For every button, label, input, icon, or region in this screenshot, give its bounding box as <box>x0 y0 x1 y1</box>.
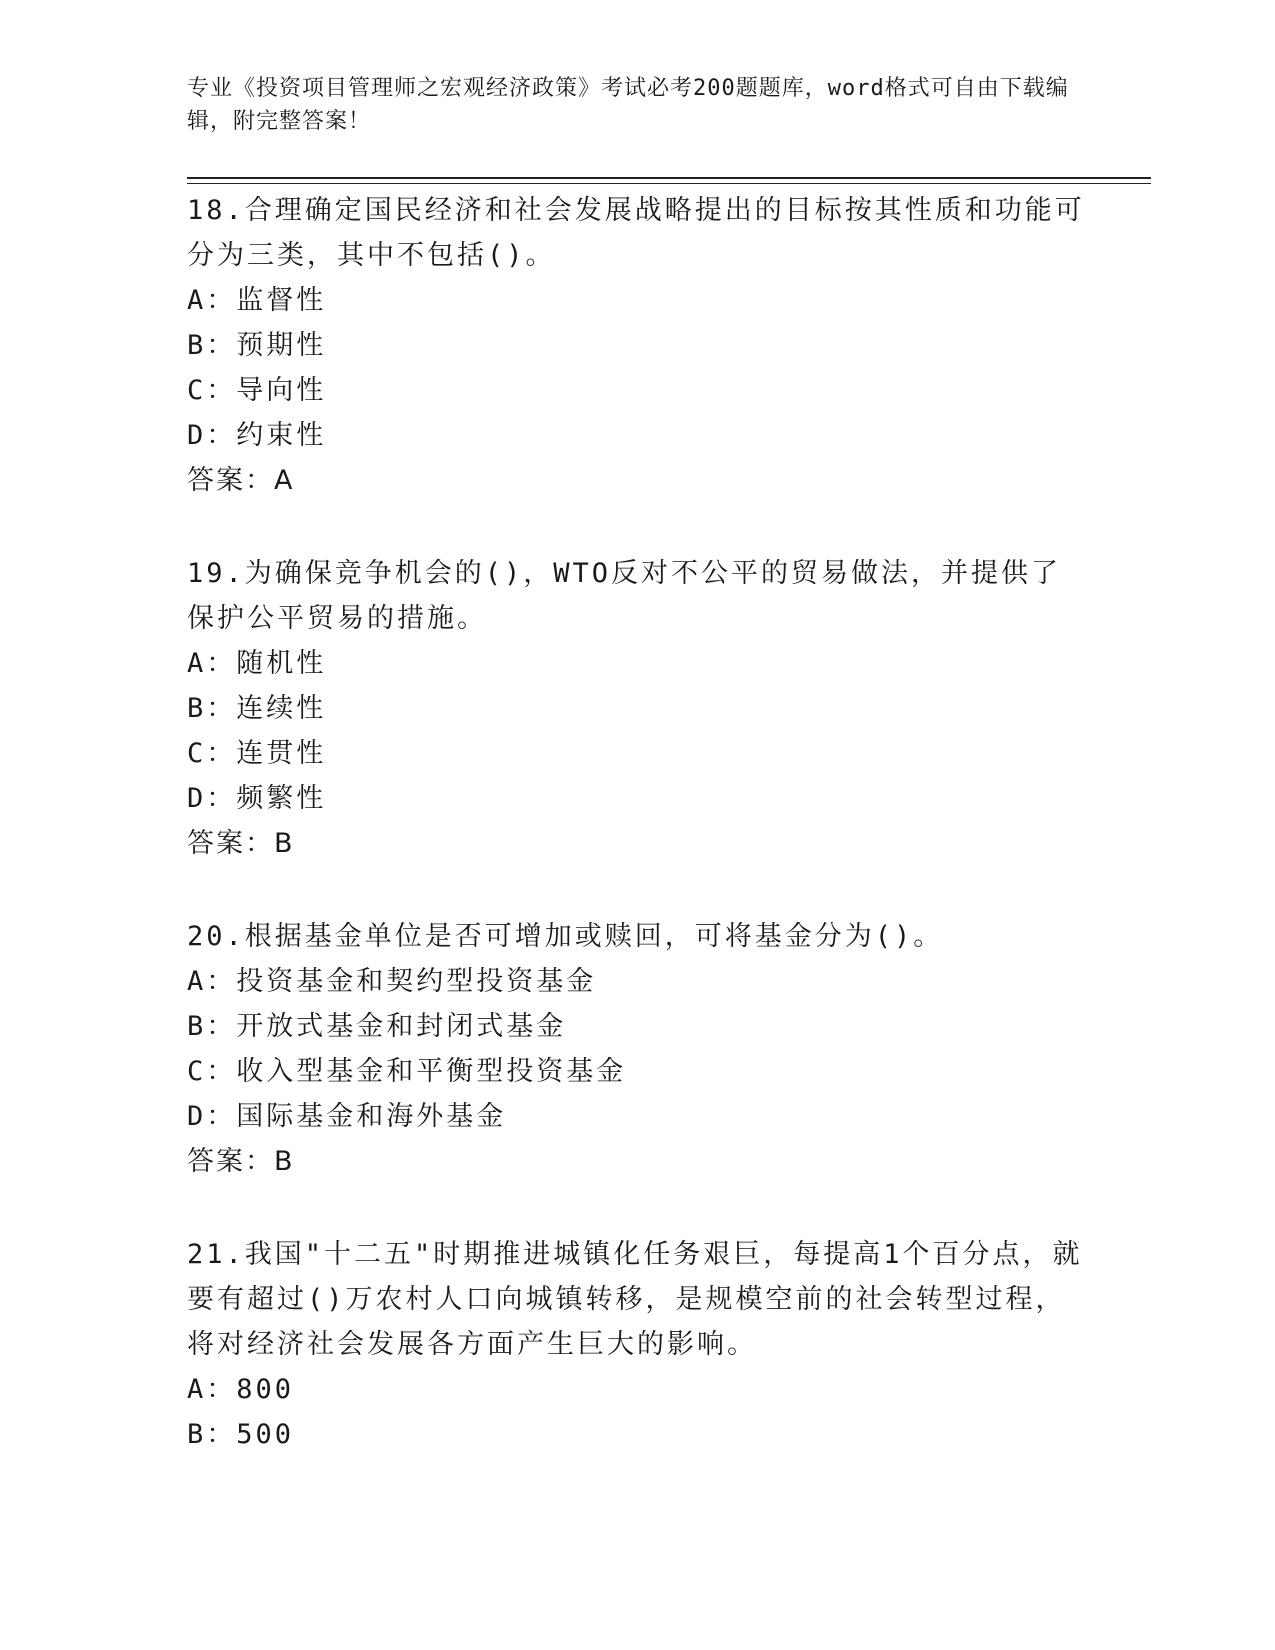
answer: 答案：B <box>187 1146 295 1177</box>
question-20 <box>187 914 1087 1184</box>
option-a: A：随机性 <box>187 648 327 679</box>
question-18 <box>187 188 1087 503</box>
option-a: A：监督性 <box>187 285 327 316</box>
option-d: D：频繁性 <box>187 783 327 814</box>
option-c: C：收入型基金和平衡型投资基金 <box>187 1056 627 1087</box>
option-a: A：投资基金和契约型投资基金 <box>187 966 597 997</box>
question-21 <box>187 1232 1087 1457</box>
answer: 答案：B <box>187 828 295 859</box>
header-rule-thin <box>187 183 1151 184</box>
header-rule-thick <box>187 177 1151 179</box>
option-b: B：预期性 <box>187 330 327 361</box>
document-header: 专业《投资项目管理师之宏观经济政策》考试必考200题题库，word格式可自由下载编辑，附完整答案！ <box>187 76 1069 134</box>
answer: 答案：A <box>187 465 295 496</box>
option-c: C：导向性 <box>187 375 327 406</box>
question-stem: 21.我国"十二五"时期推进城镇化任务艰巨，每提高1个百分点，就要有超过()万农村人口向城镇转移，是规模空前的社会转型过程，将对经济社会发展各方面产生巨大的影响。 <box>187 1239 1083 1360</box>
question-list <box>187 188 1087 1505</box>
question-stem: 19.为确保竞争机会的()，WTO反对不公平的贸易做法，并提供了保护公平贸易的措施。 <box>187 558 1062 634</box>
question-stem: 20.根据基金单位是否可增加或赎回，可将基金分为()。 <box>187 921 944 952</box>
question-stem: 18.合理确定国民经济和社会发展战略提出的目标按其性质和功能可分为三类，其中不包括()。 <box>187 195 1085 271</box>
option-b: B：连续性 <box>187 693 327 724</box>
option-c: C：连贯性 <box>187 738 327 769</box>
option-a: A：800 <box>187 1374 295 1405</box>
option-b: B：500 <box>187 1419 295 1450</box>
option-b: B：开放式基金和封闭式基金 <box>187 1011 567 1042</box>
option-d: D：约束性 <box>187 420 327 451</box>
option-d: D：国际基金和海外基金 <box>187 1101 507 1132</box>
question-19 <box>187 551 1087 866</box>
